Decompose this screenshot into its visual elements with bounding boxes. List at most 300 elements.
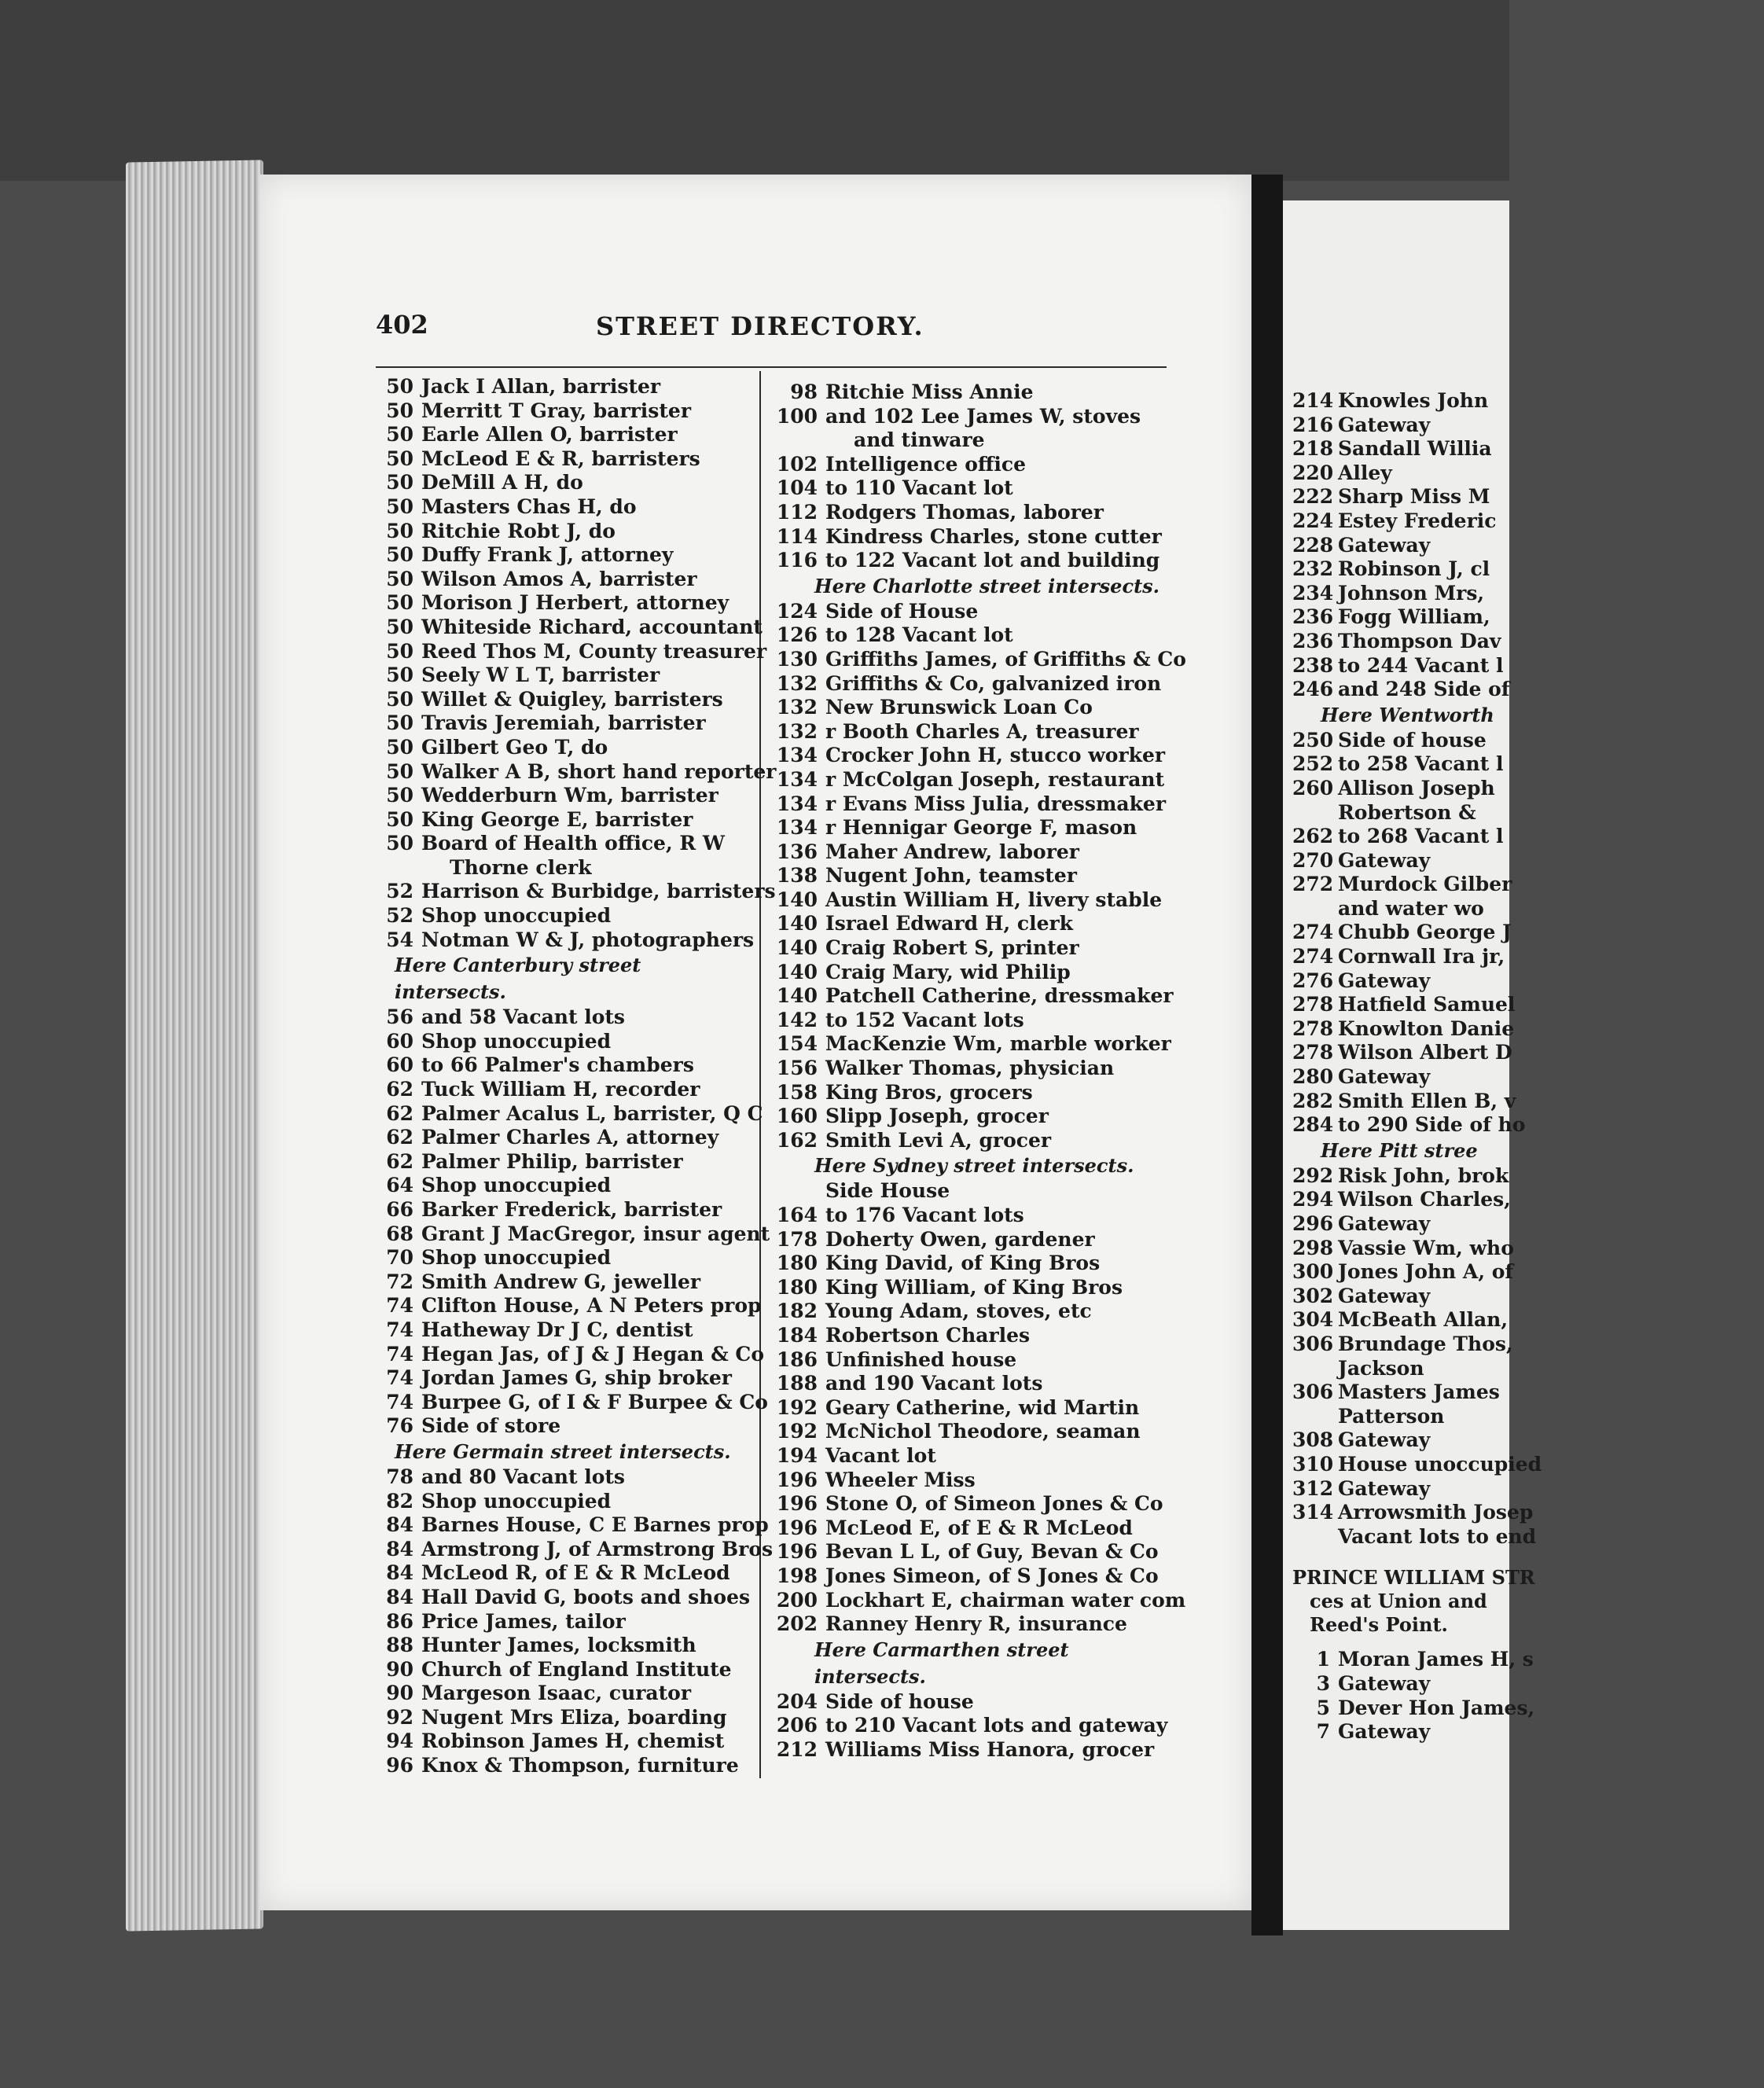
directory-entry — [376, 591, 753, 616]
directory-entry — [1292, 1672, 1764, 1696]
entry-text: Gateway — [1338, 1671, 1431, 1695]
house-number: 50 — [386, 687, 413, 711]
house-number: 140 — [776, 984, 818, 1008]
entry-text: and 248 Side of — [1338, 678, 1510, 701]
house-number: 7 — [1316, 1720, 1330, 1744]
house-number: 50 — [386, 543, 413, 567]
entry-text: Allison Joseph — [1338, 776, 1495, 800]
house-number: 116 — [776, 549, 818, 572]
house-number: 182 — [776, 1299, 818, 1323]
street-heading-line: PRINCE WILLIAM STR — [1292, 1566, 1535, 1590]
entry-text: and 102 Lee James W, stoves — [825, 404, 1141, 428]
entry-text: r Booth Charles A, treasurer — [825, 719, 1139, 743]
house-number: 126 — [776, 623, 818, 647]
entry-text: Gateway — [1338, 848, 1431, 872]
directory-entry — [376, 1730, 753, 1754]
entry-text: Walker A B, short hand reporter — [421, 759, 777, 783]
entry-text: Israel Edward H, clerk — [825, 912, 1074, 936]
house-number: 140 — [776, 912, 818, 936]
directory-entry — [376, 1634, 753, 1658]
house-number: 142 — [776, 1008, 818, 1031]
directory-entry — [1292, 654, 1764, 678]
entry-text: Morison J Herbert, attorney — [421, 591, 729, 615]
entry-text: to 268 Vacant l — [1338, 825, 1504, 848]
directory-entry — [767, 912, 1176, 936]
house-number: 84 — [386, 1585, 413, 1608]
house-number: 84 — [386, 1537, 413, 1560]
directory-entry — [767, 1540, 1176, 1564]
directory-entry — [1292, 729, 1764, 753]
house-number: 134 — [776, 767, 818, 791]
directory-entry — [376, 1246, 753, 1270]
entry-text: Smith Levi A, grocer — [825, 1128, 1052, 1152]
directory-entry — [1292, 1237, 1764, 1261]
house-number: 50 — [386, 494, 413, 518]
entry-text: Side of house — [1338, 728, 1487, 752]
entry-text: Church of England Institute — [421, 1657, 732, 1681]
directory-entry — [376, 759, 777, 785]
entry-text: Jack I Allan, barrister — [421, 375, 661, 398]
directory-entry — [376, 1150, 753, 1174]
directory-entry — [1292, 1648, 1764, 1672]
directory-entry — [376, 1078, 753, 1102]
house-number: 50 — [386, 399, 413, 422]
house-number: 138 — [776, 864, 818, 888]
directory-entry — [376, 1030, 753, 1054]
directory-entry — [767, 1469, 1176, 1493]
entry-text: and 80 Vacant lots — [421, 1465, 625, 1488]
entry-text: McNichol Theodore, seaman — [825, 1420, 1141, 1443]
house-number: 140 — [776, 936, 818, 960]
directory-entry — [767, 984, 1176, 1009]
entry-text: Shop unoccupied — [421, 1489, 612, 1513]
entry-text: Brundage Thos, — [1338, 1332, 1513, 1355]
entry-text: Risk John, brok — [1338, 1163, 1509, 1187]
house-number: 82 — [386, 1489, 413, 1513]
house-number: 238 — [1292, 653, 1334, 677]
directory-entry — [376, 1366, 753, 1391]
entry-text: Cornwall Ira jr, — [1338, 945, 1505, 969]
entry-continuation: and tinware — [854, 428, 985, 452]
entry-text: Jones Simeon, of S Jones & Co — [825, 1564, 1159, 1587]
house-number: 296 — [1292, 1212, 1334, 1235]
entry-text: House unoccupied — [1338, 1452, 1542, 1476]
directory-entry — [1292, 777, 1764, 825]
directory-entry — [376, 495, 753, 520]
directory-entry — [376, 1414, 753, 1439]
house-number: 200 — [776, 1588, 818, 1612]
house-number: 96 — [386, 1754, 413, 1777]
directory-entry — [767, 1714, 1176, 1738]
entry-text: Hunter James, locksmith — [421, 1634, 696, 1657]
directory-entry — [376, 1658, 753, 1682]
house-number: 62 — [386, 1078, 413, 1101]
house-number: 74 — [386, 1318, 413, 1341]
entry-text: Margeson Isaac, curator — [421, 1682, 692, 1705]
directory-entry — [376, 688, 753, 712]
entry-text: McLeod R, of E & R McLeod — [421, 1561, 730, 1585]
directory-entry — [767, 1204, 1176, 1228]
house-number: 94 — [386, 1730, 413, 1753]
directory-entry — [767, 744, 1176, 768]
house-number: 156 — [776, 1057, 818, 1080]
street-intersection-note: Here Germain street intersects. — [395, 1439, 731, 1463]
house-number: 278 — [1292, 1016, 1334, 1040]
entry-text: r Evans Miss Julia, dressmaker — [825, 792, 1166, 815]
directory-entry — [767, 961, 1176, 985]
directory-entry — [376, 664, 753, 688]
directory-entry — [376, 1513, 769, 1538]
entry-text: Wilson Amos A, barrister — [421, 567, 697, 590]
directory-entry — [376, 1754, 753, 1778]
entry-text: Gilbert Geo T, do — [421, 735, 608, 759]
house-number: 50 — [386, 759, 413, 783]
entry-text: DeMill A H, do — [421, 471, 583, 494]
house-number: 306 — [1292, 1332, 1334, 1355]
house-number: 270 — [1292, 848, 1334, 872]
directory-entry — [1292, 509, 1764, 534]
house-number: 280 — [1292, 1065, 1334, 1089]
directory-entry — [1292, 630, 1764, 654]
house-number: 158 — [776, 1080, 818, 1104]
directory-entry — [376, 832, 753, 880]
directory-entry — [767, 405, 1176, 453]
house-number: 282 — [1292, 1089, 1334, 1112]
house-number: 272 — [1292, 873, 1334, 896]
directory-entry — [1292, 1428, 1764, 1453]
entry-text: New Brunswick Loan Co — [825, 696, 1093, 719]
entry-text: Shop unoccupied — [421, 1029, 612, 1053]
directory-entry — [1292, 1285, 1764, 1309]
entry-text: Palmer Acalus L, barrister, Q C — [421, 1101, 763, 1125]
directory-entry — [1292, 969, 1764, 994]
entry-text: Robinson J, cl — [1338, 557, 1490, 581]
entry-text: Smith Andrew G, jeweller — [421, 1270, 701, 1293]
entry-text: Sharp Miss M — [1338, 485, 1490, 509]
directory-entry — [767, 1396, 1176, 1421]
directory-entry — [767, 1492, 1176, 1516]
directory-entry — [767, 696, 1176, 720]
directory-entry — [767, 792, 1176, 817]
house-number: 70 — [386, 1246, 413, 1270]
directory-entry — [376, 1682, 753, 1706]
entry-text: to 128 Vacant lot — [825, 623, 1013, 647]
house-number: 186 — [776, 1347, 818, 1371]
directory-entry — [376, 1198, 753, 1222]
entry-text: Moran James H, s — [1338, 1648, 1534, 1671]
house-number: 62 — [386, 1126, 413, 1149]
directory-entry — [1292, 1308, 1764, 1333]
entry-text: r McColgan Joseph, restaurant — [825, 767, 1165, 791]
directory-entry — [767, 1588, 1186, 1613]
entry-text: Austin William H, livery stable — [825, 888, 1163, 911]
house-number: 234 — [1292, 581, 1334, 605]
entry-text: Harrison & Burbidge, barristers — [421, 880, 776, 903]
directory-entry — [376, 1465, 753, 1490]
house-number: 298 — [1292, 1236, 1334, 1259]
directory-entry — [1292, 1333, 1764, 1380]
directory-entry — [767, 1032, 1176, 1057]
directory-entry — [376, 1005, 753, 1030]
house-number: 114 — [776, 524, 818, 548]
entry-continuation: Thorne clerk — [450, 855, 592, 879]
house-number: 160 — [776, 1105, 818, 1128]
entry-text: Sandall Willia — [1338, 437, 1492, 461]
directory-entry — [767, 1690, 1176, 1715]
house-number: 50 — [386, 664, 413, 687]
house-number: 224 — [1292, 509, 1334, 532]
directory-entry — [767, 1348, 1176, 1373]
entry-text: to 258 Vacant l — [1338, 752, 1504, 776]
entry-text: Chubb George J — [1338, 921, 1512, 944]
column-divider — [759, 371, 761, 1778]
directory-entry — [1292, 461, 1764, 486]
house-number: 54 — [386, 928, 413, 951]
house-number: 294 — [1292, 1188, 1334, 1211]
entry-text: Notman W & J, photographers — [421, 928, 755, 951]
entry-text: Murdock Gilber — [1338, 873, 1512, 896]
entry-text: Crocker John H, stucco worker — [825, 744, 1166, 767]
entry-text: Robinson James H, chemist — [421, 1730, 725, 1753]
entry-text: Ritchie Robt J, do — [421, 519, 616, 542]
house-number: 202 — [776, 1612, 818, 1636]
house-number: 232 — [1292, 557, 1334, 581]
house-number: 50 — [386, 711, 413, 735]
house-number: 164 — [776, 1204, 818, 1226]
street-heading — [1292, 1566, 1764, 1637]
directory-entry — [767, 1228, 1176, 1252]
house-number: 180 — [776, 1275, 818, 1299]
house-number: 50 — [386, 519, 413, 542]
street-intersection-note: Here Sydney street intersects. — [814, 1154, 1134, 1178]
directory-entry — [1292, 678, 1764, 702]
directory-entry — [376, 1270, 753, 1295]
entry-text: Side of House — [825, 599, 979, 623]
entry-text: Palmer Charles A, attorney — [421, 1126, 719, 1149]
house-number: 74 — [386, 1294, 413, 1318]
entry-text: Dever Hon James, — [1338, 1696, 1535, 1719]
house-number: 274 — [1292, 945, 1334, 969]
directory-entry — [1292, 921, 1764, 945]
house-number: 52 — [386, 904, 413, 928]
entry-text: McBeath Allan, — [1338, 1308, 1509, 1332]
directory-entry — [1292, 1164, 1764, 1189]
entry-text: Barnes House, C E Barnes prop — [421, 1513, 769, 1537]
directory-entry — [1292, 582, 1764, 606]
directory-entry — [376, 1318, 753, 1343]
directory-entry — [1292, 1041, 1764, 1065]
directory-entry — [376, 375, 753, 399]
page-number: 402 — [376, 310, 428, 340]
entry-text: to 110 Vacant lot — [825, 476, 1013, 500]
entry-text: Gateway — [1338, 1476, 1431, 1500]
house-number: 278 — [1292, 993, 1334, 1016]
directory-entry — [376, 1586, 753, 1610]
house-number: 50 — [386, 375, 413, 398]
entry-text: King Bros, grocers — [825, 1080, 1033, 1104]
house-number: 64 — [386, 1174, 413, 1197]
entry-continuation: Vacant lots to end — [1338, 1524, 1537, 1548]
directory-entry — [376, 639, 767, 664]
directory-entry — [1292, 1090, 1764, 1114]
entry-text: to 210 Vacant lots and gateway — [825, 1714, 1168, 1737]
house-number: 60 — [386, 1029, 413, 1053]
directory-entry — [767, 864, 1176, 888]
house-number: 184 — [776, 1323, 818, 1347]
house-number: 66 — [386, 1198, 413, 1221]
house-number: 180 — [776, 1252, 818, 1275]
directory-entry — [767, 453, 1176, 477]
directory-entry — [767, 476, 1176, 501]
house-number: 196 — [776, 1468, 818, 1491]
house-number: 50 — [386, 471, 413, 494]
directory-entry — [376, 1610, 753, 1634]
entry-text: Grant J MacGregor, insur agent — [421, 1222, 770, 1245]
entry-text: King George E, barrister — [421, 807, 693, 831]
house-number: 194 — [776, 1443, 818, 1467]
house-number: 5 — [1316, 1696, 1330, 1719]
entry-text: Jones John A, of — [1338, 1260, 1514, 1284]
house-number: 304 — [1292, 1308, 1334, 1332]
directory-entry — [1292, 1065, 1764, 1090]
house-number: 222 — [1292, 485, 1334, 509]
directory-entry — [767, 1179, 1176, 1204]
entry-text: Griffiths James, of Griffiths & Co — [825, 647, 1186, 671]
entry-text: Arrowsmith Josep — [1338, 1501, 1534, 1524]
directory-entry — [767, 1324, 1176, 1348]
directory-entry — [1292, 1501, 1764, 1549]
house-number: 212 — [776, 1737, 818, 1761]
house-number: 50 — [386, 447, 413, 470]
entry-text: Tuck William H, recorder — [421, 1078, 700, 1101]
house-number: 86 — [386, 1609, 413, 1633]
entry-text: Hegan Jas, of J & J Hegan & Co — [421, 1342, 764, 1366]
entry-text: Palmer Philip, barrister — [421, 1149, 683, 1173]
entry-continuation: and water wo — [1338, 896, 1484, 920]
street-intersection-note: Here Charlotte street intersects. — [814, 574, 1160, 597]
directory-entry — [1292, 873, 1764, 921]
house-number: 140 — [776, 888, 818, 911]
house-number: 196 — [776, 1492, 818, 1516]
house-number: 50 — [386, 567, 413, 590]
house-number: 130 — [776, 647, 818, 671]
directory-entry — [767, 600, 1176, 624]
entry-text: Merritt T Gray, barrister — [421, 399, 692, 422]
house-number: 192 — [776, 1395, 818, 1419]
entry-text: Ritchie Miss Annie — [825, 380, 1034, 403]
house-number: 154 — [776, 1032, 818, 1056]
house-number: 84 — [386, 1561, 413, 1585]
house-number: 196 — [776, 1540, 818, 1564]
house-number: 3 — [1316, 1671, 1330, 1695]
directory-entry — [767, 1129, 1176, 1153]
entry-text: Thompson Dav — [1338, 629, 1501, 652]
entry-continuation: Robertson & — [1338, 800, 1476, 824]
entry-text: Vassie Wm, who — [1338, 1236, 1514, 1259]
house-number: 178 — [776, 1227, 818, 1251]
entry-text: Craig Mary, wid Philip — [825, 960, 1071, 983]
house-number: 98 — [790, 380, 818, 403]
entry-text: Barker Frederick, barrister — [421, 1198, 722, 1221]
entry-text: Bevan L L, of Guy, Bevan & Co — [825, 1540, 1159, 1564]
directory-entry — [767, 549, 1176, 573]
directory-entry — [1292, 1380, 1764, 1428]
directory-entry — [767, 1372, 1176, 1396]
directory-entry — [767, 525, 1176, 550]
entry-text: and 190 Vacant lots — [825, 1372, 1043, 1395]
directory-entry — [376, 520, 753, 544]
entry-text: Fogg William, — [1338, 605, 1490, 629]
directory-entry — [767, 720, 1176, 744]
right-column — [1292, 389, 1764, 1549]
house-number: 50 — [386, 735, 413, 759]
house-number: 236 — [1292, 629, 1334, 652]
directory-entry — [376, 423, 753, 447]
directory-entry — [767, 1444, 1176, 1469]
entry-text: Board of Health office, R W — [421, 832, 725, 855]
directory-entry — [767, 672, 1176, 697]
house-number: 1 — [1316, 1648, 1330, 1671]
entry-text: Ranney Henry R, insurance — [825, 1612, 1127, 1636]
house-number: 84 — [386, 1513, 413, 1537]
directory-entry — [767, 840, 1176, 865]
house-number: 74 — [386, 1366, 413, 1390]
house-number: 102 — [776, 452, 818, 476]
entry-text: Gateway — [1338, 969, 1431, 992]
directory-entry — [376, 1490, 753, 1514]
entry-text: Smith Ellen B, v — [1338, 1089, 1516, 1112]
house-number: 300 — [1292, 1260, 1334, 1284]
entry-text: Side of store — [421, 1414, 561, 1438]
house-number: 162 — [776, 1128, 818, 1152]
house-number: 62 — [386, 1149, 413, 1173]
directory-entry — [767, 1612, 1176, 1637]
directory-entry — [1292, 1477, 1764, 1502]
house-number: 260 — [1292, 776, 1334, 800]
directory-entry — [376, 615, 763, 640]
house-number: 196 — [776, 1516, 818, 1539]
page-title: STREET DIRECTORY. — [596, 311, 924, 341]
directory-entry — [376, 568, 753, 592]
house-number: 312 — [1292, 1476, 1334, 1500]
street-intersection-note: Here Wentworth — [1321, 703, 1494, 726]
entry-text: Side House — [825, 1179, 950, 1203]
directory-entry — [767, 1081, 1176, 1105]
house-number: 104 — [776, 476, 818, 500]
entry-text: King William, of King Bros — [825, 1275, 1123, 1299]
directory-entry — [376, 1294, 762, 1318]
directory-entry — [1292, 437, 1764, 461]
entry-text: Hatheway Dr J C, dentist — [421, 1318, 693, 1341]
directory-entry — [767, 1516, 1176, 1541]
house-number: 278 — [1292, 1041, 1334, 1064]
entry-text: Wilson Albert D — [1338, 1041, 1512, 1064]
right-page — [1283, 200, 1542, 1930]
directory-entry — [767, 1252, 1176, 1276]
entry-text: Estey Frederic — [1338, 509, 1497, 532]
entry-text: Shop unoccupied — [421, 904, 612, 928]
directory-entry — [767, 1299, 1176, 1324]
directory-entry — [376, 1101, 763, 1127]
street-heading-line: ces at Union and — [1310, 1590, 1487, 1613]
house-number: 134 — [776, 744, 818, 767]
directory-entry — [1292, 534, 1764, 558]
house-number: 140 — [776, 960, 818, 983]
house-number: 134 — [776, 816, 818, 840]
directory-entry — [767, 1738, 1176, 1763]
directory-entry — [767, 380, 1176, 405]
directory-entry — [376, 471, 753, 495]
